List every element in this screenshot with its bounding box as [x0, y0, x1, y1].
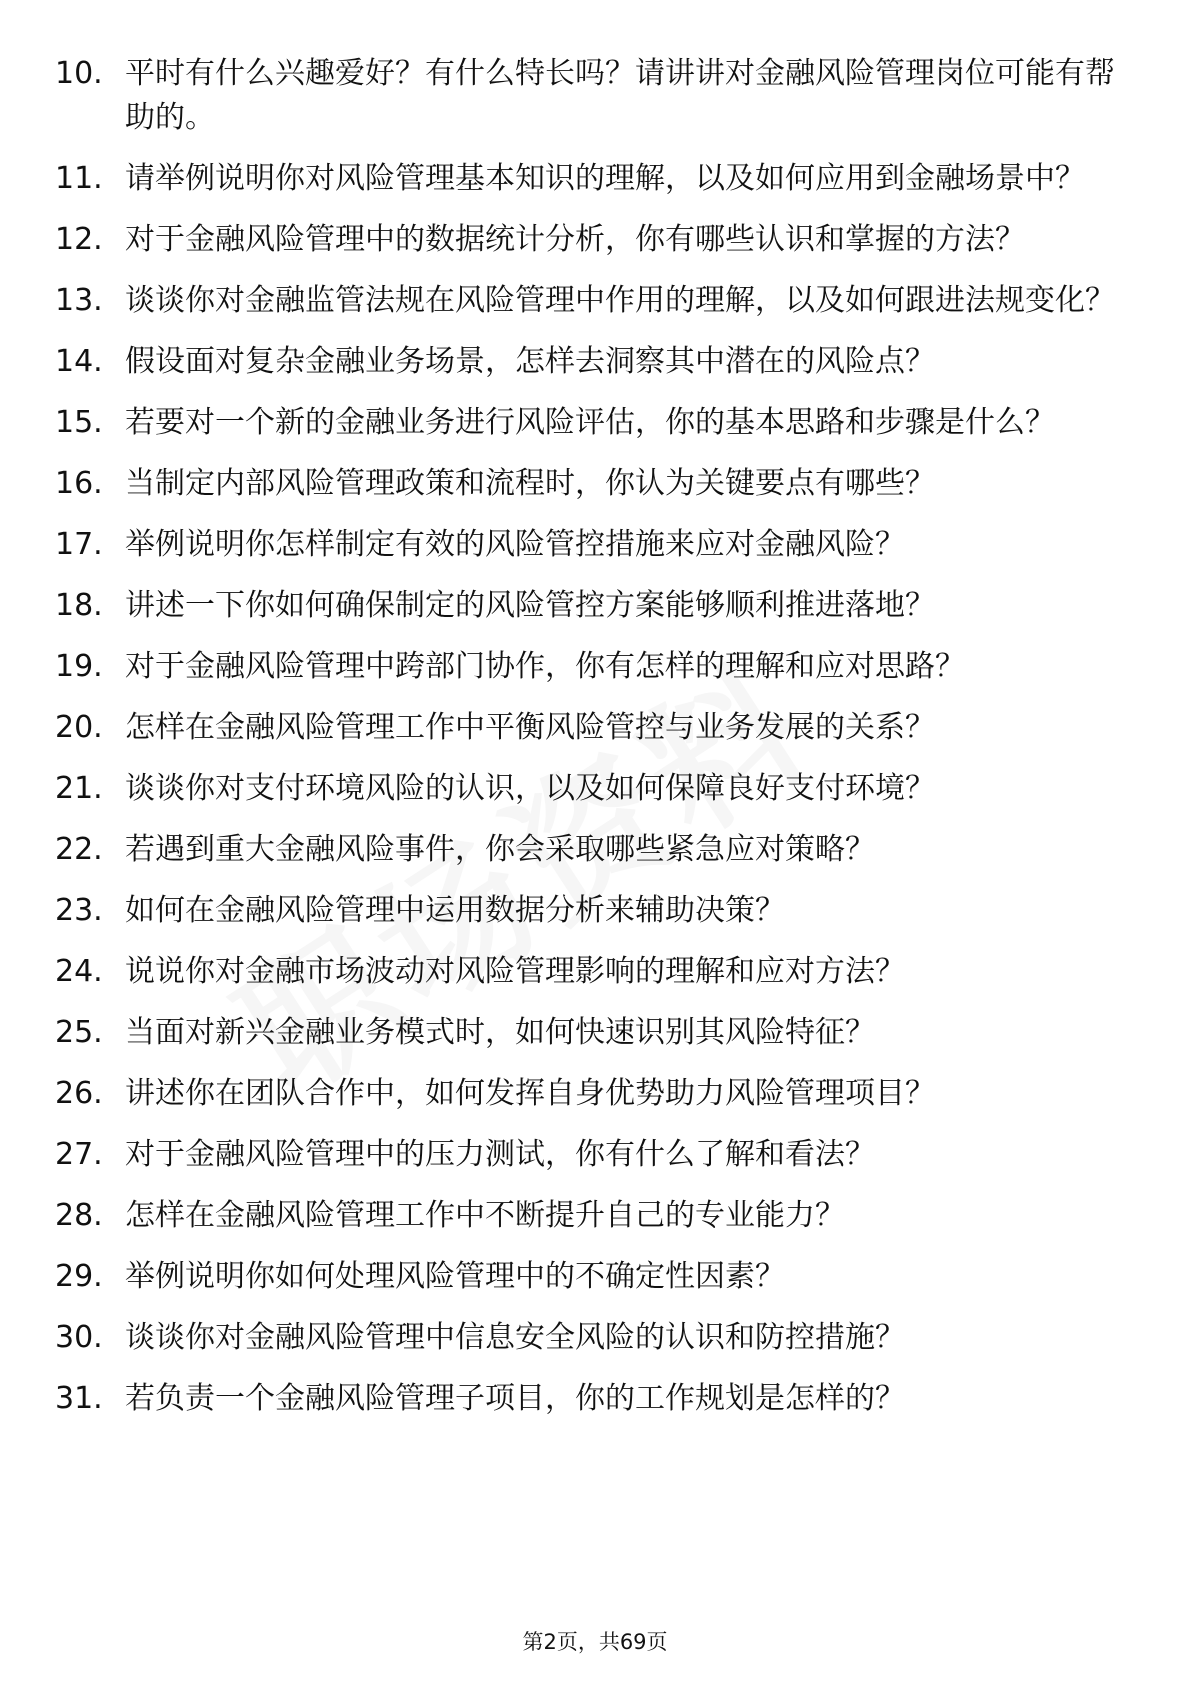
question-text: 若遇到重大金融风险事件，你会采取哪些紧急应对策略？ — [125, 832, 875, 867]
question-number: 10. — [55, 56, 103, 91]
question-number: 16. — [55, 466, 103, 501]
question-text: 说说你对金融市场波动对风险管理影响的理解和应对方法？ — [125, 954, 905, 989]
question-item — [0, 1072, 1190, 1116]
question-number: 24. — [55, 954, 103, 989]
question-text: 当制定内部风险管理政策和流程时，你认为关键要点有哪些？ — [125, 466, 935, 501]
question-item — [0, 828, 1190, 872]
question-item — [0, 401, 1190, 445]
question-text: 请举例说明你对风险管理基本知识的理解，以及如何应用到金融场景中？ — [125, 161, 1085, 196]
question-number: 31. — [55, 1381, 103, 1416]
question-item — [0, 523, 1190, 567]
question-item — [0, 157, 1190, 201]
question-number: 20. — [55, 710, 103, 745]
question-item — [0, 1255, 1190, 1299]
question-number: 29. — [55, 1259, 103, 1294]
question-text: 对于金融风险管理中的数据统计分析，你有哪些认识和掌握的方法？ — [125, 222, 1025, 257]
question-text: 假设面对复杂金融业务场景，怎样去洞察其中潜在的风险点？ — [125, 344, 935, 379]
question-number: 19. — [55, 649, 103, 684]
page-footer: 第2页，共69页 — [522, 1630, 668, 1654]
question-number: 17. — [55, 527, 103, 562]
question-text: 对于金融风险管理中的压力测试，你有什么了解和看法？ — [125, 1137, 875, 1172]
question-number: 21. — [55, 771, 103, 806]
question-number: 22. — [55, 832, 103, 867]
question-text: 谈谈你对金融风险管理中信息安全风险的认识和防控措施？ — [125, 1320, 905, 1355]
question-number: 15. — [55, 405, 103, 440]
question-item — [0, 584, 1190, 628]
question-item — [0, 462, 1190, 506]
question-text: 讲述你在团队合作中，如何发挥自身优势助力风险管理项目？ — [125, 1076, 935, 1111]
question-text: 平时有什么兴趣爱好？有什么特长吗？请讲讲对金融风险管理岗位可能有帮助的。 — [125, 56, 1115, 135]
question-text: 举例说明你怎样制定有效的风险管控措施来应对金融风险？ — [125, 527, 905, 562]
question-text: 当面对新兴金融业务模式时，如何快速识别其风险特征？ — [125, 1015, 875, 1050]
question-item — [0, 218, 1190, 262]
question-text: 若负责一个金融风险管理子项目，你的工作规划是怎样的？ — [125, 1381, 905, 1416]
question-item — [0, 706, 1190, 750]
question-number: 13. — [55, 283, 103, 318]
question-text: 谈谈你对金融监管法规在风险管理中作用的理解，以及如何跟进法规变化？ — [125, 283, 1115, 318]
question-item — [0, 1194, 1190, 1238]
question-number: 14. — [55, 344, 103, 379]
question-item — [0, 1316, 1190, 1360]
question-item — [0, 340, 1190, 384]
question-number: 30. — [55, 1320, 103, 1355]
question-number: 18. — [55, 588, 103, 623]
question-text: 若要对一个新的金融业务进行风险评估，你的基本思路和步骤是什么？ — [125, 405, 1055, 440]
question-number: 12. — [55, 222, 103, 257]
question-text: 举例说明你如何处理风险管理中的不确定性因素？ — [125, 1259, 785, 1294]
question-text: 怎样在金融风险管理工作中不断提升自己的专业能力？ — [125, 1198, 845, 1233]
question-number: 26. — [55, 1076, 103, 1111]
question-text: 对于金融风险管理中跨部门协作，你有怎样的理解和应对思路？ — [125, 649, 965, 684]
question-list — [0, 52, 1190, 1438]
question-item — [0, 645, 1190, 689]
question-number: 11. — [55, 161, 103, 196]
question-item — [0, 889, 1190, 933]
question-item — [0, 1133, 1190, 1177]
question-item — [0, 279, 1190, 323]
question-item — [0, 767, 1190, 811]
question-item — [0, 52, 1190, 140]
question-number: 25. — [55, 1015, 103, 1050]
question-number: 28. — [55, 1198, 103, 1233]
question-number: 27. — [55, 1137, 103, 1172]
question-text: 怎样在金融风险管理工作中平衡风险管控与业务发展的关系？ — [125, 710, 935, 745]
question-text: 讲述一下你如何确保制定的风险管控方案能够顺利推进落地？ — [125, 588, 935, 623]
question-item — [0, 1377, 1190, 1421]
question-item — [0, 1011, 1190, 1055]
question-text: 如何在金融风险管理中运用数据分析来辅助决策？ — [125, 893, 785, 928]
question-number: 23. — [55, 893, 103, 928]
question-item — [0, 950, 1190, 994]
question-text: 谈谈你对支付环境风险的认识，以及如何保障良好支付环境？ — [125, 771, 935, 806]
